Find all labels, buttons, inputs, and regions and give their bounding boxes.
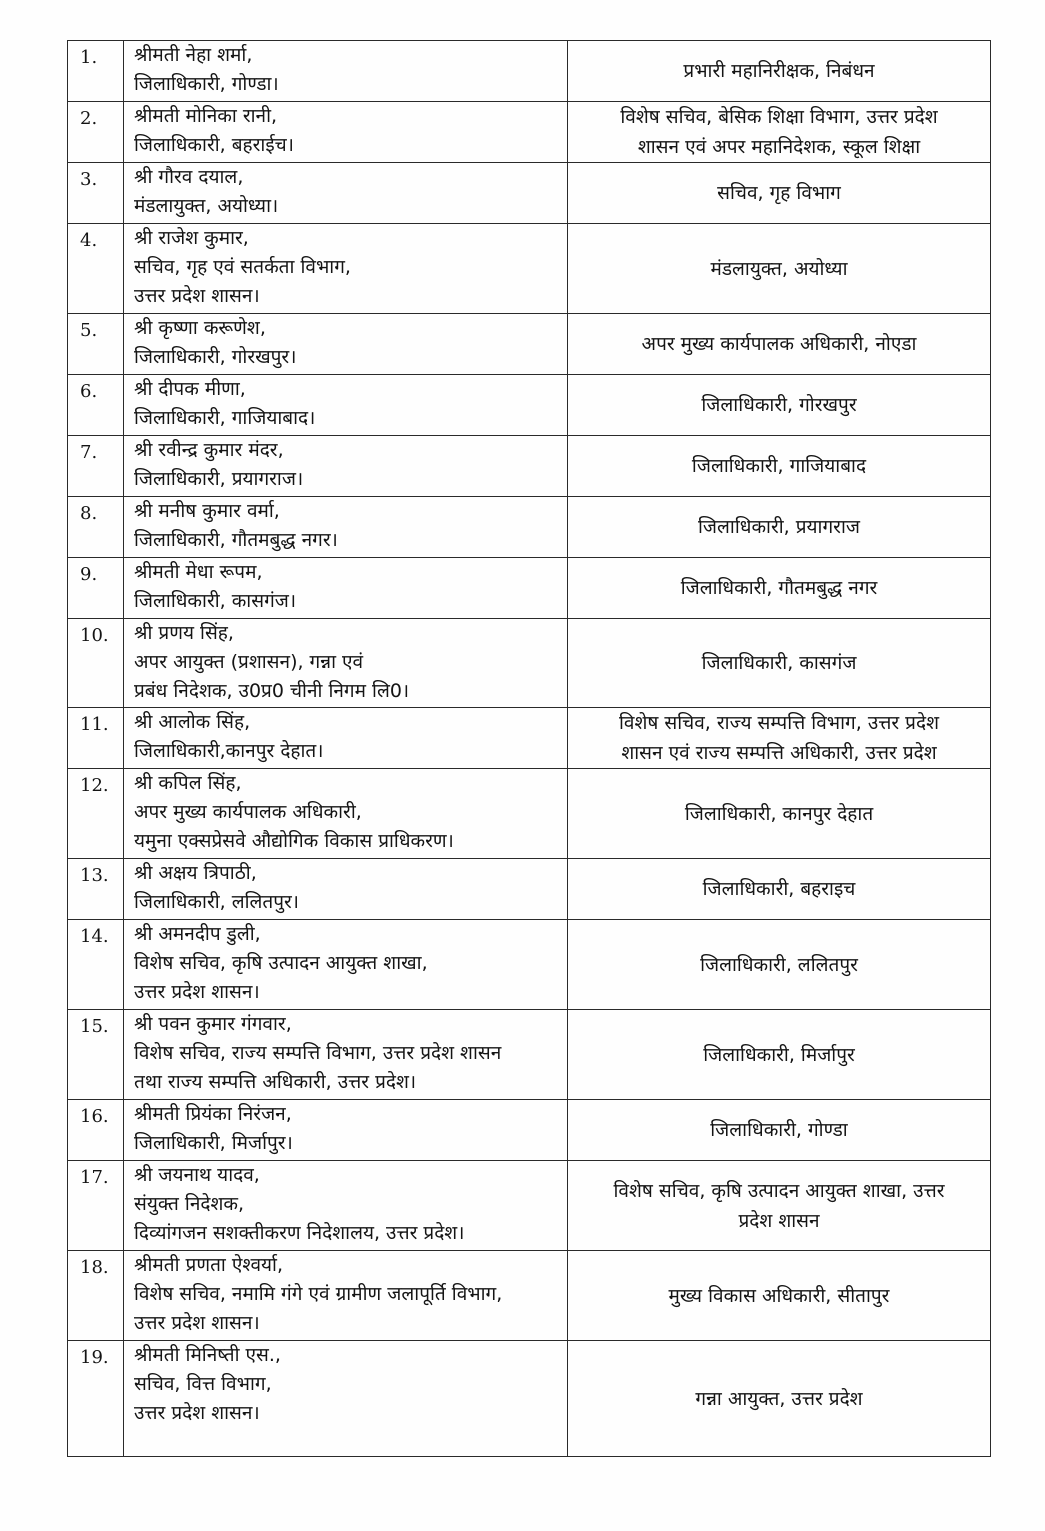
serial-number: 7. [68,436,124,497]
serial-number: 14. [68,920,124,1010]
officer-current-post [124,708,568,769]
table-row [68,375,991,436]
posting-line: शासन एवं अपर महानिदेशक, स्कूल शिक्षा [637,136,921,158]
officer-current-post [124,224,568,314]
officer-line: श्री राजेश कुमार, [134,227,249,249]
table-row [68,41,991,102]
officer-line: अपर मुख्य कार्यपालक अधिकारी, [134,801,362,823]
serial-number: 19. [68,1341,124,1457]
new-posting [568,1341,991,1457]
posting-line: जिलाधिकारी, प्रयागराज [698,516,860,538]
posting-line: विशेष सचिव, बेसिक शिक्षा विभाग, उत्तर प्रदेश [620,106,938,128]
officer-line: श्री मनीष कुमार वर्मा, [134,500,280,522]
table-row [68,708,991,769]
officer-line: जिलाधिकारी, गोरखपुर। [134,346,297,368]
posting-line: विशेष सचिव, कृषि उत्पादन आयुक्त शाखा, उत्तर [613,1179,945,1202]
serial-number: 8. [68,497,124,558]
officer-line: अपर आयुक्त (प्रशासन), गन्ना एवं [134,651,364,673]
posting-line: जिलाधिकारी, गोरखपुर [701,394,857,416]
table-row [68,314,991,375]
new-posting [568,619,991,708]
new-posting [568,859,991,920]
table-row [68,163,991,224]
transfer-table-body [68,41,991,1457]
posting-line: मुख्य विकास अधिकारी, सीतापुर [668,1284,890,1307]
officer-current-post [124,1341,568,1457]
serial-number: 9. [68,558,124,619]
serial-number: 16. [68,1100,124,1161]
new-posting [568,1161,991,1251]
new-posting [568,224,991,314]
table-row [68,619,991,708]
new-posting [568,102,991,163]
officer-line: यमुना एक्सप्रेसवे औद्योगिक विकास प्राधिकरण। [134,830,454,852]
officer-line: प्रबंध निदेशक, उ0प्र0 चीनी निगम लि0। [134,680,410,702]
officer-current-post [124,375,568,436]
officer-line: जिलाधिकारी, गौतमबुद्ध नगर। [134,529,338,551]
officer-line: जिलाधिकारी, बहराईच। [134,134,294,156]
officer-current-post [124,497,568,558]
officer-line: जिलाधिकारी, कासगंज। [134,590,297,612]
officer-current-post [124,1010,568,1100]
table-row [68,1341,991,1457]
officer-line: श्री रवीन्द्र कुमार मंदर, [134,439,284,461]
table-row [68,224,991,314]
new-posting [568,375,991,436]
new-posting [568,558,991,619]
new-posting [568,497,991,558]
officer-current-post [124,859,568,920]
posting-line: प्रदेश शासन [738,1209,820,1232]
serial-number: 1. [68,41,124,102]
posting-line: शासन एवं राज्य सम्पत्ति अधिकारी, उत्तर प्रदेश [621,742,937,764]
table-row [68,497,991,558]
serial-number: 10. [68,619,124,708]
officer-line: विशेष सचिव, राज्य सम्पत्ति विभाग, उत्तर प्रदेश शासन [134,1042,502,1064]
officer-line: मंडलायुक्त, अयोध्या। [134,195,279,217]
officer-current-post [124,436,568,497]
posting-line: जिलाधिकारी, गोण्डा [710,1119,848,1141]
table-row [68,769,991,859]
officer-current-post [124,769,568,859]
officer-line: श्री जयनाथ यादव, [134,1164,260,1186]
serial-number: 18. [68,1251,124,1341]
posting-line: जिलाधिकारी, गाजियाबाद [691,455,867,477]
new-posting [568,769,991,859]
officer-line: श्री गौरव दयाल, [134,166,244,188]
officer-line: श्रीमती मेधा रूपम, [134,561,263,583]
officer-line: सचिव, वित्त विभाग, [134,1373,272,1395]
officer-current-post [124,1100,568,1161]
new-posting [568,314,991,375]
table-row [68,1010,991,1100]
officer-line: जिलाधिकारी, मिर्जापुर। [134,1132,293,1154]
officer-current-post [124,558,568,619]
officer-line: सचिव, गृह एवं सतर्कता विभाग, [134,256,351,278]
serial-number: 3. [68,163,124,224]
officer-line: श्री कपिल सिंह, [134,772,242,794]
posting-line: जिलाधिकारी, ललितपुर [700,953,858,976]
posting-line: गन्ना आयुक्त, उत्तर प्रदेश [695,1387,863,1410]
officer-line: जिलाधिकारी, प्रयागराज। [134,468,304,490]
officer-current-post [124,920,568,1010]
new-posting [568,163,991,224]
officer-current-post [124,1251,568,1341]
posting-line: मंडलायुक्त, अयोध्या [710,257,848,280]
officer-line: जिलाधिकारी, ललितपुर। [134,891,299,913]
officer-line: जिलाधिकारी,कानपुर देहात। [134,740,324,762]
officer-line: श्रीमती मोनिका रानी, [134,105,278,127]
posting-line: प्रभारी महानिरीक्षक, निबंधन [683,60,875,82]
officer-line: श्रीमती प्रणता ऐश्वर्या, [134,1254,283,1276]
posting-line: जिलाधिकारी, मिर्जापुर [703,1043,855,1066]
officer-current-post [124,102,568,163]
officer-line: उत्तर प्रदेश शासन। [134,1402,260,1424]
officer-line: श्री अमनदीप डुली, [134,923,261,945]
officer-line: तथा राज्य सम्पत्ति अधिकारी, उत्तर प्रदेश। [134,1071,417,1093]
table-row [68,920,991,1010]
officer-current-post [124,41,568,102]
new-posting [568,708,991,769]
officer-line: दिव्यांगजन सशक्तीकरण निदेशालय, उत्तर प्रदेश। [134,1222,465,1244]
new-posting [568,436,991,497]
new-posting [568,1010,991,1100]
new-posting [568,41,991,102]
serial-number: 2. [68,102,124,163]
officer-line: संयुक्त निदेशक, [134,1193,245,1215]
new-posting [568,920,991,1010]
officer-current-post [124,1161,568,1251]
officer-line: श्री कृष्णा करूणेश, [134,317,266,339]
posting-line: अपर मुख्य कार्यपालक अधिकारी, नोएडा [641,333,917,355]
posting-line: जिलाधिकारी, गौतमबुद्ध नगर [680,577,878,599]
new-posting [568,1251,991,1341]
serial-number: 13. [68,859,124,920]
table-row [68,102,991,163]
posting-line: जिलाधिकारी, बहराइच [702,878,856,900]
officer-line: जिलाधिकारी, गाजियाबाद। [134,407,316,429]
officer-line: श्रीमती मिनिष्ती एस., [134,1344,281,1366]
serial-number: 4. [68,224,124,314]
table-row [68,436,991,497]
officer-line: श्रीमती प्रियंका निरंजन, [134,1103,292,1125]
table-row [68,1161,991,1251]
officer-line: उत्तर प्रदेश शासन। [134,981,260,1003]
officer-line: श्री दीपक मीणा, [134,378,246,400]
serial-number: 6. [68,375,124,436]
officer-line: श्री अक्षय त्रिपाठी, [134,862,257,884]
posting-line: जिलाधिकारी, कासगंज [701,652,857,674]
officer-line: श्री पवन कुमार गंगवार, [134,1013,292,1035]
officer-line: श्रीमती नेहा शर्मा, [134,44,253,66]
table-row [68,558,991,619]
table-row [68,1100,991,1161]
table-row [68,1251,991,1341]
officer-line: विशेष सचिव, कृषि उत्पादन आयुक्त शाखा, [134,952,428,974]
serial-number: 5. [68,314,124,375]
posting-line: जिलाधिकारी, कानपुर देहात [684,802,874,825]
new-posting [568,1100,991,1161]
officer-current-post [124,163,568,224]
transfer-table [67,40,991,1457]
serial-number: 11. [68,708,124,769]
officer-line: श्री आलोक सिंह, [134,711,251,733]
posting-line: विशेष सचिव, राज्य सम्पत्ति विभाग, उत्तर प्रदेश [618,712,940,734]
officer-line: उत्तर प्रदेश शासन। [134,1312,260,1334]
officer-line: जिलाधिकारी, गोण्डा। [134,73,279,95]
table-row [68,859,991,920]
officer-line: उत्तर प्रदेश शासन। [134,285,260,307]
officer-line: श्री प्रणय सिंह, [134,622,234,644]
serial-number: 12. [68,769,124,859]
posting-line: सचिव, गृह विभाग [717,182,841,204]
officer-current-post [124,314,568,375]
officer-current-post [124,619,568,708]
officer-line: विशेष सचिव, नमामि गंगे एवं ग्रामीण जलापूर्ति विभाग, [134,1283,503,1305]
serial-number: 15. [68,1010,124,1100]
serial-number: 17. [68,1161,124,1251]
